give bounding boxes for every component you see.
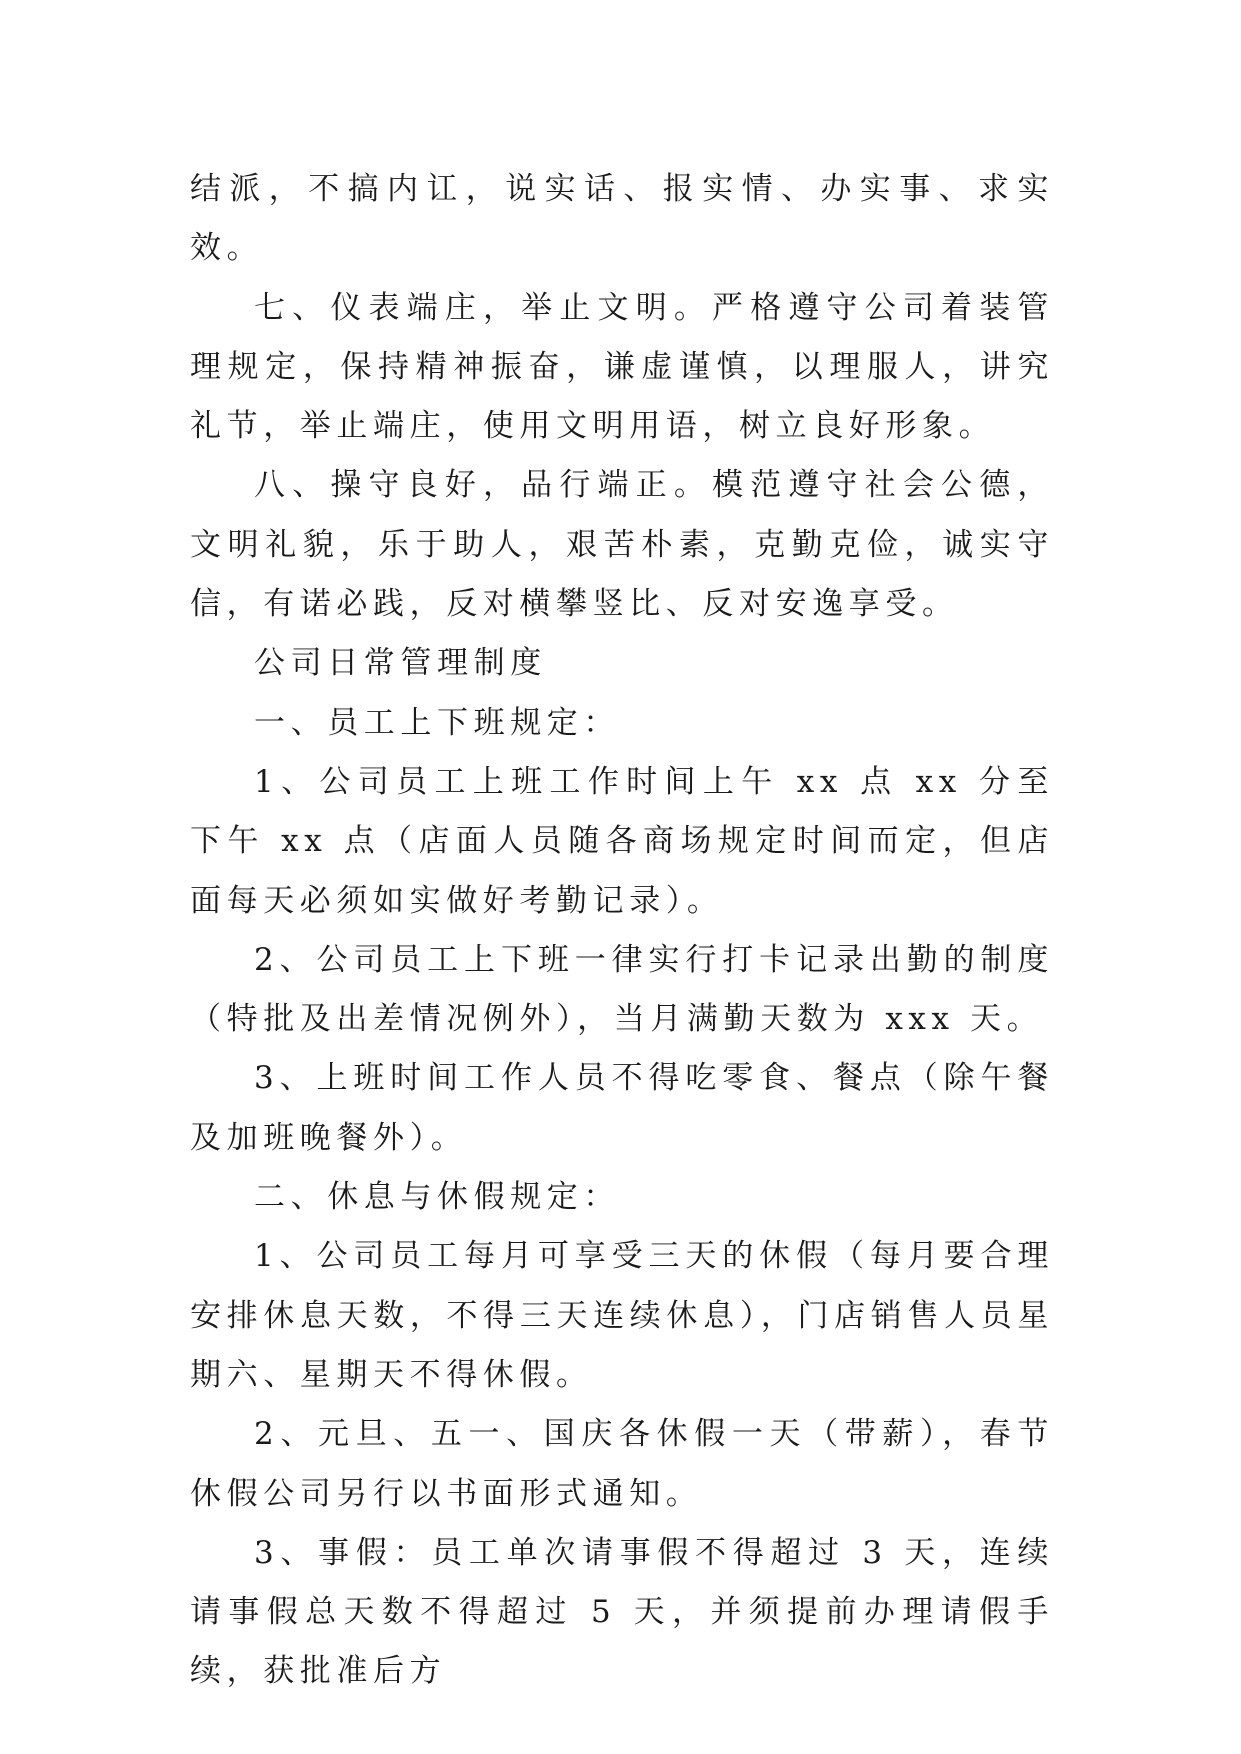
paragraph-rule-7: 七、仪表端庄，举止文明。严格遵守公司着装管理规定，保持精神振奋，谦虚谨慎，以理服人，讲究礼节，举止端庄，使用文明用语，树立良好形象。 [190, 289, 1054, 445]
paragraph-work-hours-2: 2、公司员工上下班一律实行打卡记录出勤的制度（特批及出差情况例外），当月满勤天数为 xxx 天。 [190, 941, 1054, 1038]
section-heading-daily-management: 公司日常管理制度 [254, 645, 547, 682]
subsection-heading-work-hours: 一、员工上下班规定： [254, 704, 620, 741]
paragraph-leave-1: 1、公司员工每月可享受三天的休假（每月要合理安排休息天数，不得三天连续休息），门店销售人员星期六、星期天不得休假。 [190, 1238, 1054, 1393]
paragraph-continuation: 结派，不搞内讧，说实话、报实情、办实事、求实效。 [190, 171, 1054, 267]
subsection-heading-leave: 二、休息与休假规定： [254, 1179, 620, 1216]
paragraph-work-hours-3: 3、上班时间工作人员不得吃零食、餐点（除午餐及加班晚餐外）。 [190, 1060, 1054, 1156]
paragraph-leave-2: 2、元旦、五一、国庆各休假一天（带薪），春节休假公司另行以书面形式通知。 [190, 1416, 1054, 1512]
document-body [190, 160, 1054, 1702]
paragraph-leave-3: 3、事假：员工单次请事假不得超过 3 天，连续请事假总天数不得超过 5 天，并须提前办理请假手续，获批准后方 [190, 1534, 1054, 1690]
paragraph-rule-8: 八、操守良好，品行端正。模范遵守社会公德，文明礼貌，乐于助人，艰苦朴素，克勤克俭，诚实守信，有诺必践，反对横攀竖比、反对安逸享受。 [190, 467, 1054, 623]
paragraph-work-hours-1: 1、公司员工上班工作时间上午 xx 点 xx 分至下午 xx 点（店面人员随各商场规定时间而定，但店面每天必须如实做好考勤记录）。 [190, 763, 1054, 919]
